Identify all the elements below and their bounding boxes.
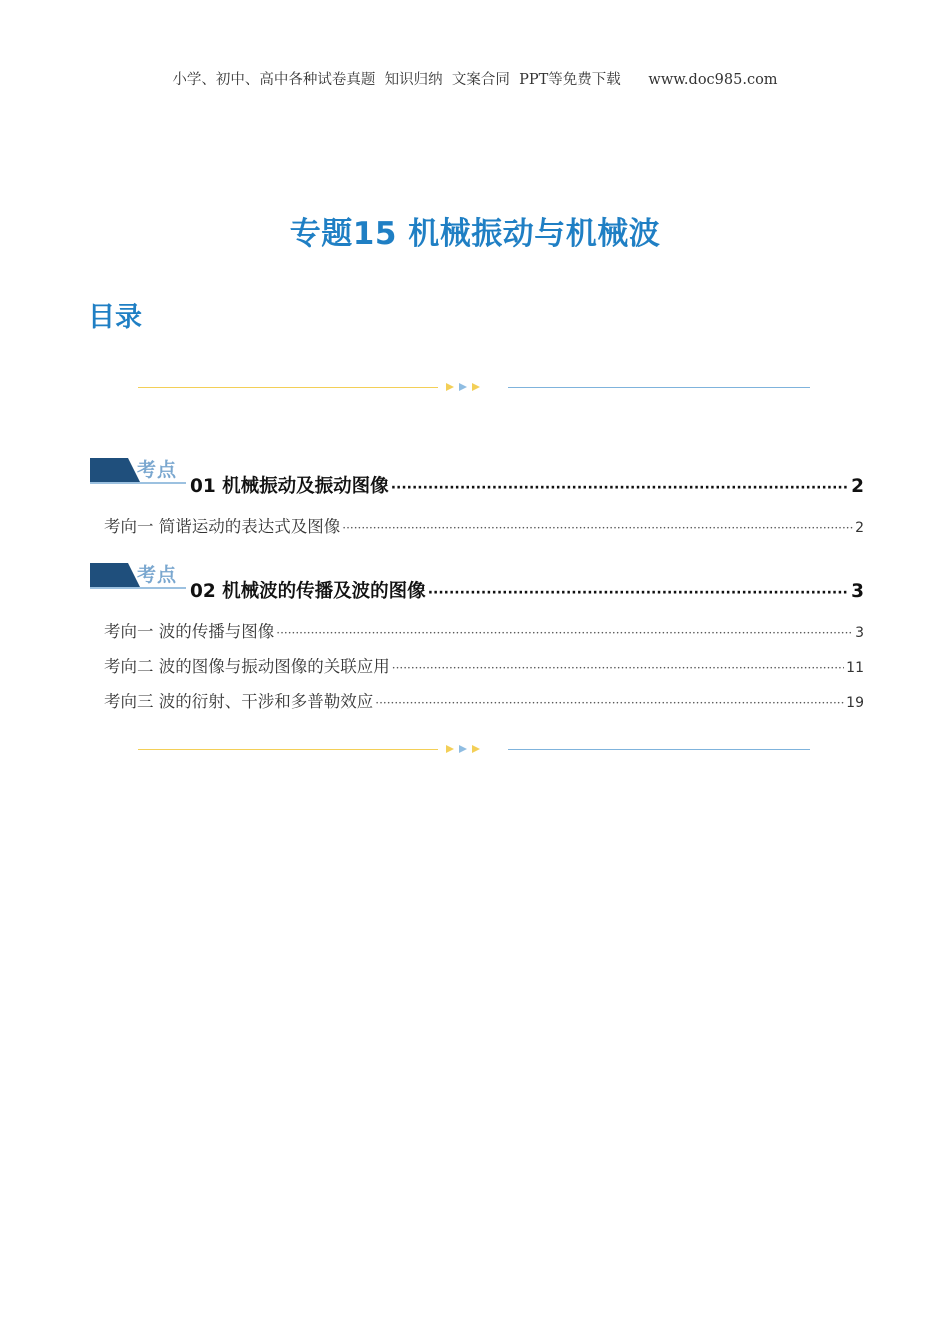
toc-item-1-1[interactable] xyxy=(104,513,864,537)
toc-item-label: 考向二 波的图像与振动图像的关联应用 xyxy=(104,657,390,676)
toc-page-number: 19 xyxy=(846,695,864,711)
toc-page-number: 2 xyxy=(851,476,864,497)
triple-arrow-icon xyxy=(446,743,486,755)
toc-section-2[interactable] xyxy=(190,577,864,603)
dot-leader xyxy=(392,661,844,675)
toc-page-number: 3 xyxy=(855,625,864,641)
dot-leader xyxy=(391,480,849,496)
kaodian-badge xyxy=(90,560,186,590)
toc-item-2-3[interactable] xyxy=(104,688,864,712)
badge-label: 考点 xyxy=(137,459,178,481)
page-header: 小学、初中、高中各种试卷真题 知识归纳 文案合同 PPT等免费下载 www.doc985.com xyxy=(172,72,778,88)
toc-item-label: 考向一 波的传播与图像 xyxy=(104,622,275,641)
toc-item-2-1[interactable] xyxy=(104,618,864,642)
dot-leader xyxy=(276,626,853,640)
bottom-divider xyxy=(138,743,810,755)
toc-page-number: 11 xyxy=(846,660,864,676)
divider-line-blue xyxy=(508,749,810,750)
dot-leader xyxy=(342,521,853,535)
document-title: 专题15 机械振动与机械波 xyxy=(289,216,661,252)
toc-page-number: 3 xyxy=(851,581,864,602)
divider-line-yellow xyxy=(138,387,438,388)
badge-banner-icon xyxy=(90,563,140,587)
kaodian-badge xyxy=(90,455,186,485)
top-divider xyxy=(138,381,810,393)
triple-arrow-icon xyxy=(446,381,486,393)
badge-underline xyxy=(90,587,186,589)
toc-heading: 目录 xyxy=(88,302,142,333)
toc-item-2-2[interactable] xyxy=(104,653,864,677)
badge-underline xyxy=(90,482,186,484)
toc-section-label: 02 机械波的传播及波的图像 xyxy=(190,581,426,602)
divider-line-yellow xyxy=(138,749,438,750)
toc-section-1[interactable] xyxy=(190,472,864,498)
toc-page-number: 2 xyxy=(855,520,864,536)
badge-label: 考点 xyxy=(137,564,178,586)
dot-leader xyxy=(428,585,849,601)
badge-banner-icon xyxy=(90,458,140,482)
toc-item-label: 考向三 波的衍射、干涉和多普勒效应 xyxy=(104,692,374,711)
toc-section-label: 01 机械振动及振动图像 xyxy=(190,476,389,497)
toc-item-label: 考向一 简谐运动的表达式及图像 xyxy=(104,517,341,536)
dot-leader xyxy=(375,696,844,710)
divider-line-blue xyxy=(508,387,810,388)
